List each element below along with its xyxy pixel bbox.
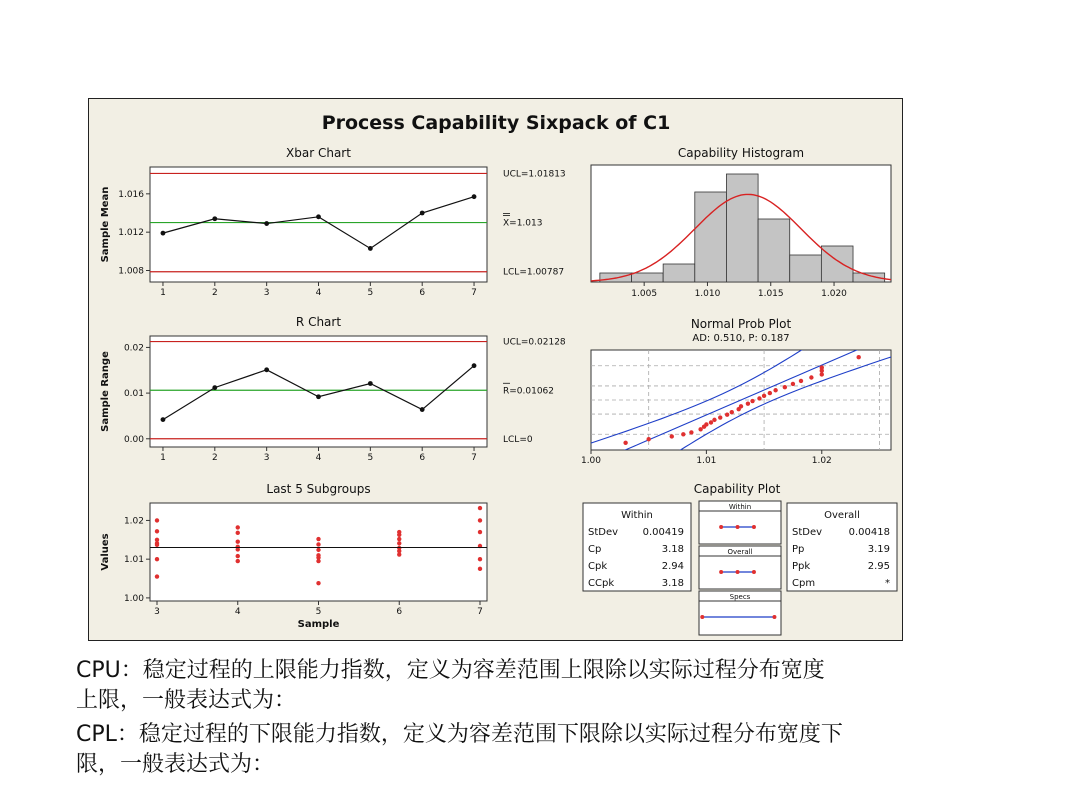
subgroups-xtick-label: 4: [234, 607, 241, 617]
overall-stats-label: Pp: [792, 544, 805, 555]
interval-label: Overall: [727, 548, 753, 556]
xbar-center-label: X=1.013: [503, 218, 543, 229]
xbar-point: [161, 231, 166, 236]
interval-high-point: [772, 615, 776, 619]
probplot-point: [730, 410, 734, 414]
xbar-point: [316, 214, 321, 219]
xbar-xtick-label: 5: [367, 288, 374, 298]
subgroups-point: [316, 559, 320, 563]
rchart-point: [472, 363, 477, 368]
xbar-ytick-label: 1.012: [118, 228, 144, 239]
xbar-xtick-label: 7: [471, 288, 477, 298]
xbar-ucl-label: UCL=1.01813: [503, 169, 566, 180]
histogram-xtick-label: 1.005: [631, 289, 658, 299]
histogram-xtick-label: 1.015: [757, 289, 784, 299]
within-stats-value: 2.94: [661, 561, 684, 572]
rchart-ytick-label: 0.00: [123, 434, 144, 445]
interval-high-point: [752, 525, 756, 529]
capability-sixpack-figure: [88, 98, 903, 641]
xbar-point: [212, 216, 217, 221]
rchart-ytick-label: 0.01: [123, 389, 144, 400]
probplot-point: [725, 413, 729, 417]
subgroups-ytick-label: 1.01: [123, 555, 144, 566]
xbar-xtick-label: 4: [315, 288, 322, 298]
probplot-subtitle: AD: 0.510, P: 0.187: [692, 333, 790, 344]
subgroups-point: [155, 529, 159, 533]
rchart-xtick-label: 5: [367, 453, 374, 463]
subgroups-point: [478, 530, 482, 534]
subgroups-xtick-label: 7: [477, 607, 483, 617]
subgroups-point: [316, 537, 320, 541]
overall-stats-value: 3.19: [867, 544, 890, 555]
xbar-point: [264, 221, 269, 226]
xbar-xtick-label: 6: [419, 288, 426, 298]
subgroups-ytick-label: 1.00: [123, 593, 144, 604]
rchart-point: [212, 385, 217, 390]
rchart-xtick-label: 2: [211, 453, 218, 463]
subgroups-point: [316, 542, 320, 546]
interval-high-point: [752, 570, 756, 574]
subgroups-point: [478, 567, 482, 571]
subgroups-point: [478, 518, 482, 522]
xbar-ytick-label: 1.016: [118, 189, 144, 200]
rchart-point: [368, 381, 373, 386]
interval-mid-point: [736, 570, 740, 574]
probplot-point: [809, 375, 813, 379]
histogram-xtick-label: 1.020: [821, 289, 847, 299]
probplot-point: [768, 391, 772, 395]
xbar-title: Xbar Chart: [286, 146, 351, 160]
xbar-point: [420, 211, 425, 216]
overall-stats-label: Ppk: [792, 561, 811, 572]
probplot-xtick-label: 1.00: [580, 456, 602, 466]
histogram-title: Capability Histogram: [677, 146, 805, 160]
histogram-xtick-label: 1.010: [694, 289, 721, 299]
probplot-point: [856, 355, 860, 359]
subgroups-point: [397, 541, 401, 545]
probplot-point: [704, 422, 708, 426]
within-stats-value: 3.18: [661, 578, 684, 589]
overall-stats-label: Cpm: [792, 578, 816, 589]
xbar-xtick-label: 1: [160, 288, 166, 298]
histogram-bar: [695, 192, 727, 282]
interval-mid-point: [736, 525, 740, 529]
rchart-ucl-label: UCL=0.02128: [503, 337, 566, 348]
histogram-bar: [758, 219, 790, 282]
rchart-xtick-label: 1: [160, 453, 166, 463]
caption-line-2: 上限，一般表达式为：: [76, 688, 297, 713]
probplot-point: [712, 418, 716, 422]
rchart-xtick-label: 7: [471, 453, 477, 463]
subgroups-point: [236, 531, 240, 535]
probplot-point: [773, 388, 777, 392]
rchart-xtick-label: 4: [315, 453, 322, 463]
subgroups-point: [478, 557, 482, 561]
figure-title: Process Capability Sixpack of C1: [321, 112, 671, 134]
probplot-point: [791, 382, 795, 386]
xbar-ytick-label: 1.008: [118, 266, 144, 277]
xbar-lcl-label: LCL=1.00787: [503, 267, 565, 278]
caption-line-1: CPU：稳定过程的上限能力指数，定义为容差范围上限除以实际过程分布宽度: [76, 658, 825, 683]
probplot-point: [783, 385, 787, 389]
histogram-bar: [726, 174, 758, 282]
within-stats-label: Cp: [588, 544, 602, 555]
subgroups-point: [397, 533, 401, 537]
within-stats-label: Cpk: [588, 561, 608, 572]
capability-plot-title: Capability Plot: [693, 482, 781, 496]
within-stats-value: 0.00419: [642, 527, 684, 538]
within-stats-heading: Within: [621, 510, 653, 521]
probplot-point: [746, 401, 750, 405]
probplot-point: [762, 394, 766, 398]
rchart-title: R Chart: [295, 315, 342, 329]
interval-label: Specs: [729, 593, 751, 601]
caption-line-3: CPL：稳定过程的下限能力指数，定义为容差范围下限除以实际过程分布宽度下: [76, 722, 843, 747]
interval-low-point: [700, 615, 704, 619]
overall-stats-value: *: [885, 578, 890, 589]
probplot-xtick-label: 1.01: [696, 456, 717, 466]
interval-low-point: [719, 525, 723, 529]
probplot-point: [820, 365, 824, 369]
probplot-point: [709, 420, 713, 424]
subgroups-xtick-label: 5: [315, 607, 322, 617]
subgroups-point: [397, 537, 401, 541]
rchart-point: [316, 394, 321, 399]
probplot-point: [750, 399, 754, 403]
probplot-point: [799, 379, 803, 383]
within-stats-value: 3.18: [661, 544, 684, 555]
subgroups-point: [316, 581, 320, 585]
xbar-point: [472, 194, 477, 199]
probplot-point: [739, 404, 743, 408]
rchart-center-label: R=0.01062: [503, 386, 555, 397]
subgroups-point: [316, 548, 320, 552]
probplot-point: [646, 437, 650, 441]
rchart-xtick-label: 6: [419, 453, 426, 463]
subgroups-point: [236, 559, 240, 563]
sixpack-svg: [89, 99, 902, 640]
rchart-point: [264, 367, 269, 372]
probplot-point: [757, 396, 761, 400]
histogram-bar: [790, 255, 822, 282]
subgroups-point: [155, 557, 159, 561]
subgroups-point: [397, 552, 401, 556]
subgroups-ylabel: Values: [100, 533, 111, 571]
rchart-point: [420, 407, 425, 412]
overall-stats-value: 2.95: [867, 561, 890, 572]
rchart-xtick-label: 3: [263, 453, 270, 463]
probplot-title: Normal Prob Plot: [690, 317, 792, 331]
overall-stats-heading: Overall: [824, 510, 860, 521]
subgroups-point: [155, 543, 159, 547]
xbar-point: [368, 246, 373, 251]
xbar-xtick-label: 2: [211, 288, 218, 298]
xbar-ylabel: Sample Mean: [100, 186, 111, 263]
subgroups-xlabel: Sample: [297, 619, 340, 630]
subgroups-point: [155, 574, 159, 578]
rchart-ylabel: Sample Range: [100, 351, 111, 432]
subgroups-xtick-label: 6: [396, 607, 403, 617]
probplot-point: [623, 441, 627, 445]
subgroups-title: Last 5 Subgroups: [266, 482, 371, 496]
subgroups-xtick-label: 3: [154, 607, 160, 617]
xbar-plot-area: [150, 167, 487, 282]
rchart-point: [161, 417, 166, 422]
probplot-point: [689, 430, 693, 434]
subgroups-point: [236, 525, 240, 529]
overall-stats-label: StDev: [792, 527, 823, 538]
within-stats-label: StDev: [588, 527, 619, 538]
histogram-bar: [632, 273, 664, 282]
subgroups-point: [236, 540, 240, 544]
subgroups-point: [478, 506, 482, 510]
within-stats-label: CCpk: [588, 578, 615, 589]
rchart-lcl-label: LCL=0: [503, 434, 533, 445]
interval-label: Within: [728, 503, 752, 511]
probplot-point: [718, 415, 722, 419]
overall-stats-value: 0.00418: [848, 527, 890, 538]
subgroups-point: [155, 518, 159, 522]
subgroups-ytick-label: 1.02: [123, 516, 144, 527]
probplot-point: [670, 434, 674, 438]
rchart-ytick-label: 0.02: [123, 343, 144, 354]
histogram-bar: [663, 264, 695, 282]
probplot-point: [681, 432, 685, 436]
caption-line-4: 限，一般表达式为：: [76, 752, 275, 777]
xbar-xtick-label: 3: [263, 288, 270, 298]
rchart-plot-area: [150, 336, 487, 447]
interval-low-point: [719, 570, 723, 574]
subgroups-point: [236, 554, 240, 558]
probplot-xtick-label: 1.02: [811, 456, 832, 466]
